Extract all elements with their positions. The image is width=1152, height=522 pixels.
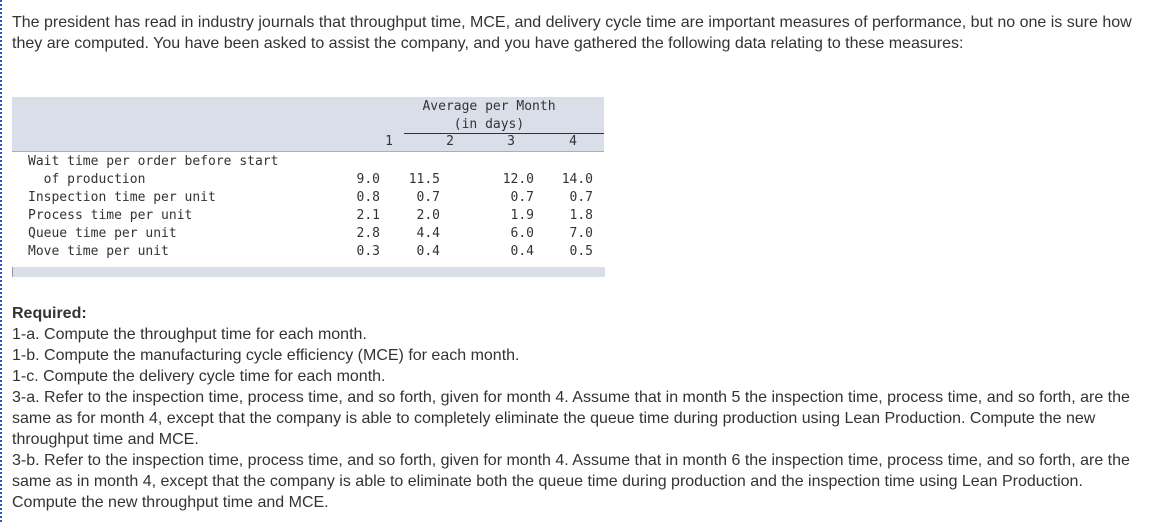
table-subtitle: (in days) [453, 117, 525, 132]
required-section [12, 303, 1142, 513]
data-table [12, 97, 604, 277]
month-header: 4 [569, 134, 577, 149]
table-cell: 1.9 [510, 208, 534, 223]
problem-intro: The president has read in industry journals that throughput time, MCE, and delivery cycle time are important measures of performance, but no one is sure how they are computed. You have been asked to assist the company, and you have gathered the following data relating to these measures: [12, 14, 1132, 52]
table-cell: 6.0 [510, 226, 534, 241]
requirement-item: 3-a. Refer to the inspection time, process time, and so forth, given for month 4. Assume that in month 5 the inspection time, process time, and so forth, are the same as for month 4, except that the company is able to completely eliminate the queue time during production using Lean Production. Compute the new throughput time and MCE. [12, 389, 1130, 448]
required-heading: Required: [12, 305, 87, 322]
row-label: Process time per unit [28, 208, 193, 223]
requirement-item: 1-b. Compute the manufacturing cycle efficiency (MCE) for each month. [12, 347, 520, 364]
table-cell: 0.8 [356, 190, 380, 205]
requirement-item: 1-c. Compute the delivery cycle time for each month. [12, 368, 386, 385]
table-cell: 0.5 [569, 244, 593, 259]
table-cell: 12.0 [502, 172, 534, 187]
row-label: of production [28, 172, 146, 187]
month-header: 3 [507, 134, 515, 149]
row-label: Wait time per order before start [28, 154, 279, 169]
table-cell: 0.4 [510, 244, 534, 259]
table-cell: 0.4 [416, 244, 440, 259]
left-dotted-border [0, 0, 2, 522]
table-cell: 2.8 [356, 226, 380, 241]
row-label: Inspection time per unit [28, 190, 216, 205]
header-bottom-rule [12, 151, 604, 152]
table-cell: 4.4 [416, 226, 440, 241]
table-cell: 0.7 [416, 190, 440, 205]
table-cell: 0.7 [510, 190, 534, 205]
row-label: Queue time per unit [28, 226, 177, 241]
table-footer [12, 267, 605, 277]
month-header: 2 [446, 134, 454, 149]
table-cell: 14.0 [561, 172, 593, 187]
table-cell: 9.0 [356, 172, 380, 187]
row-label: Move time per unit [28, 244, 169, 259]
table-cell: 2.0 [416, 208, 440, 223]
table-cell: 2.1 [356, 208, 380, 223]
table-cell: 11.5 [408, 172, 440, 187]
month-header: 1 [385, 134, 393, 149]
table-cell: 0.3 [356, 244, 380, 259]
table-title: Average per Month [422, 99, 556, 114]
table-cell: 1.8 [569, 208, 593, 223]
requirement-item: 3-b. Refer to the inspection time, process time, and so forth, given for month 4. Assume that in month 6 the inspection time, process time, and so forth, are the same as in month 4, except that the company is able to eliminate both the queue time during production and the inspection time using Lean Production. Compute the new throughput time and MCE. [12, 452, 1130, 511]
requirement-item: 1-a. Compute the throughput time for each month. [12, 326, 367, 343]
table-cell: 0.7 [569, 190, 593, 205]
table-cell: 7.0 [569, 226, 593, 241]
table-header [12, 97, 604, 151]
